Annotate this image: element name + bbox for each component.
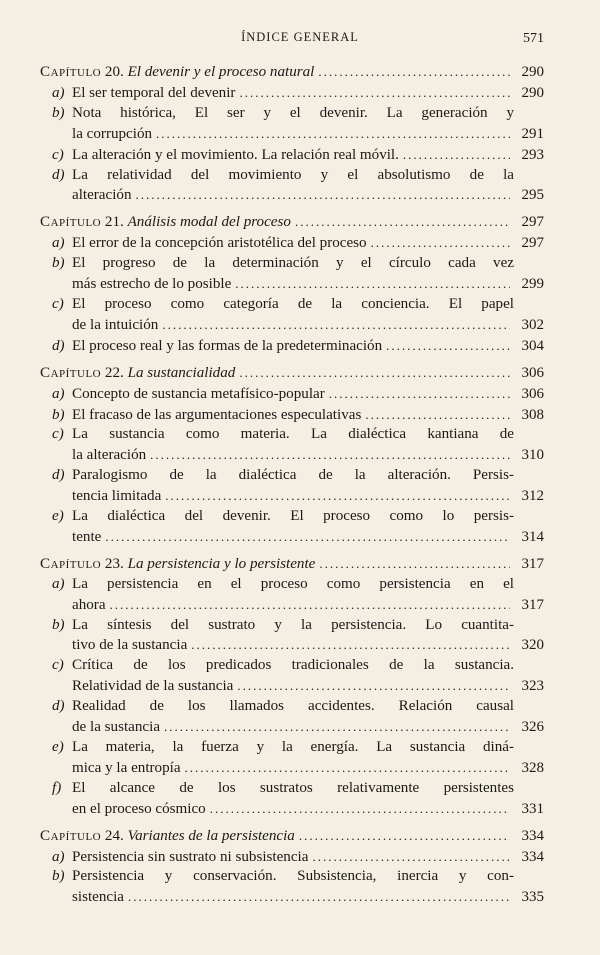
dot-leader [239,83,510,103]
section-title-line: Persistencia y conservación. Subsistencia, inercia y con- [72,868,514,885]
section-letter: e) [52,739,64,755]
dot-leader [237,676,510,696]
chapter-number: 22. [104,364,124,381]
chapter-label: Capítulo [40,364,102,381]
section-entry-continuation [40,185,544,206]
section-title-line: La síntesis del sustrato y la persistencia. Lo cuantita- [72,616,514,633]
dot-leader [110,595,510,615]
section-title-line: la corrupción [72,125,153,142]
chapter-number: 20. [104,64,124,80]
section-entry[interactable] [40,779,544,799]
section-page-number: 334 [521,848,544,865]
chapter-entry [40,212,544,356]
chapter-label: Capítulo [40,64,102,80]
dot-leader [299,826,510,846]
dot-leader [165,486,510,506]
section-title-line: Nota histórica, El ser y el devenir. La generación y [72,104,514,121]
section-entry[interactable] [40,295,544,315]
section-title-line: Paralogismo de la dialéctica de la alteración. Persis- [72,467,514,484]
chapter-title: Análisis modal del proceso [127,214,291,231]
section-entry[interactable] [40,507,544,527]
section-entry[interactable] [40,616,544,636]
chapter-heading-text [40,827,295,847]
section-title-line: El proceso como categoría de la conciencia. El papel [72,295,514,312]
chapter-title: Variantes de la persistencia [127,827,295,844]
section-letter: d) [52,166,65,183]
chapter-heading[interactable] [40,363,544,384]
dot-leader [185,758,510,778]
section-title-line: El fracaso de las argumentaciones especulativas [72,406,362,423]
section-title-line: Realidad de los llamados accidentes. Relación causal [72,698,514,715]
section-entry[interactable] [40,104,544,124]
section-entry-continuation [40,274,544,295]
section-title-line: más estrecho de lo posible [72,276,232,293]
section-page-number: 335 [521,889,544,906]
section-title-line: la alteración [72,447,147,464]
section-entry-continuation [40,527,544,548]
section-page-number: 302 [521,316,544,333]
section-letter: a) [52,84,65,101]
section-title-line: Concepto de sustancia metafísico-popular [72,385,325,402]
dot-leader [105,527,510,547]
section-entry[interactable] [40,575,544,595]
section-entry-continuation [40,676,544,697]
dot-leader [235,274,510,294]
chapter-page-number: 317 [521,555,544,572]
dot-leader [239,363,510,383]
section-entry[interactable] [40,405,544,426]
section-title-line: La alteración y el movimiento. La relación real móvil. [72,146,399,163]
section-page-number: 326 [521,719,544,736]
chapter-title: El devenir y el proceso natural [127,64,315,80]
section-title-line: El alcance de los sustratos relativamente persistentes [72,779,514,796]
chapter-entry [40,554,544,820]
chapter-heading-text [40,555,315,575]
running-head [0,28,600,48]
chapter-page-number: 306 [521,364,544,381]
section-entry[interactable] [40,867,544,887]
dot-leader [386,336,510,356]
running-head-title: ÍNDICE GENERAL [241,30,359,44]
section-letter: b) [52,616,65,633]
table-of-contents [40,62,544,914]
chapter-heading[interactable] [40,554,544,575]
section-entry-continuation [40,635,544,656]
section-letter: c) [52,295,64,312]
dot-leader [128,887,510,907]
section-entry-continuation [40,887,544,908]
section-title-line: La materia, la fuerza y la energía. La sustancia diná- [72,739,514,755]
section-entry[interactable] [40,233,544,254]
section-entry[interactable] [40,254,544,274]
dot-leader [150,445,510,465]
chapter-entry [40,363,544,548]
chapter-number: 21. [104,214,124,231]
section-title-line: de la sustancia [72,719,161,736]
chapter-page-number: 290 [521,64,544,80]
chapter-heading-text [40,63,314,83]
section-title-line: El error de la concepción aristotélica del proceso [72,235,367,252]
chapter-number: 23. [104,555,124,572]
section-title-line: en el proceso cósmico [72,800,206,817]
section-letter: b) [52,406,65,423]
section-title-line: alteración [72,187,132,204]
section-letter: d) [52,337,65,354]
section-page-number: 328 [521,759,544,776]
dot-leader [403,145,510,165]
section-page-number: 310 [521,447,544,464]
section-page-number: 290 [521,84,544,101]
chapter-title: La sustancialidad [127,364,236,381]
section-page-number: 323 [521,678,544,695]
section-entry[interactable] [40,336,544,357]
section-letter: f) [52,779,62,796]
section-entry-continuation [40,315,544,336]
dot-leader [164,717,510,737]
section-title-line: El progreso de la determinación y el círculo cada vez [72,255,514,272]
dot-leader [312,847,510,867]
section-title-line: Crítica de los predicados tradicionales de la sustancia. [72,657,514,674]
section-title-line: mica y la entropía [72,759,181,776]
section-title-line: La relatividad del movimiento y el absolutismo de la [72,166,514,183]
section-title-line: La persistencia en el proceso como persistencia en el [72,575,514,592]
section-letter: d) [52,698,65,715]
section-letter: c) [52,657,64,674]
section-page-number: 297 [521,235,544,252]
section-entry[interactable] [40,738,544,758]
chapter-label: Capítulo [40,555,102,572]
dot-leader [365,405,510,425]
chapter-entry [40,62,544,206]
section-entry[interactable] [40,847,544,868]
dot-leader [319,554,510,574]
chapter-number: 24. [104,827,124,844]
dot-leader [162,315,510,335]
section-letter: c) [52,146,64,163]
dot-leader [136,185,511,205]
section-title-line: La dialéctica del devenir. El proceso como lo persis- [72,508,514,525]
section-title-line: Persistencia sin sustrato ni subsistencia [72,848,309,865]
chapter-label: Capítulo [40,827,102,844]
chapter-heading[interactable] [40,826,544,847]
dot-leader [191,635,510,655]
section-title-line: ahora [72,596,106,613]
section-page-number: 304 [521,337,544,354]
chapter-page-number: 297 [521,214,544,231]
section-entry-continuation [40,595,544,616]
chapter-heading[interactable] [40,212,544,233]
section-entry-continuation [40,799,544,820]
dot-leader [371,233,510,253]
section-title-line: Relatividad de la sustancia [72,678,234,695]
section-page-number: 317 [521,596,544,613]
section-entry[interactable] [40,83,544,104]
section-page-number: 308 [521,406,544,423]
section-page-number: 291 [521,125,544,142]
section-entry-continuation [40,717,544,738]
section-letter: a) [52,575,65,592]
section-letter: d) [52,467,65,484]
section-page-number: 320 [521,637,544,654]
section-letter: a) [52,235,65,252]
chapter-heading-text [40,213,291,233]
section-letter: b) [52,104,65,121]
dot-leader [329,384,510,404]
section-title-line: sistencia [72,889,124,906]
chapter-heading-text [40,364,235,384]
section-title-line: tente [72,528,102,545]
section-title-line: El proceso real y las formas de la predeterminación [72,337,383,354]
chapter-title: La persistencia y lo persistente [127,555,316,572]
section-entry-continuation [40,486,544,507]
dot-leader [295,212,510,232]
chapter-page-number: 334 [521,827,544,844]
section-title-line: tivo de la sustancia [72,637,188,654]
section-entry-continuation [40,445,544,466]
section-entry[interactable] [40,166,544,186]
section-letter: a) [52,385,65,402]
section-page-number: 299 [521,276,544,293]
section-entry-continuation [40,124,544,145]
dot-leader [156,124,510,144]
section-entry[interactable] [40,656,544,676]
chapter-heading[interactable] [40,62,544,83]
page-number: 571 [523,31,544,46]
section-entry[interactable] [40,697,544,717]
dot-leader [318,62,510,82]
section-title-line: tencia limitada [72,488,162,505]
section-page-number: 331 [521,800,544,817]
section-page-number: 306 [521,385,544,402]
section-entry[interactable] [40,466,544,486]
section-page-number: 314 [521,528,544,545]
chapter-label: Capítulo [40,214,102,231]
section-entry[interactable] [40,145,544,166]
section-entry[interactable] [40,384,544,405]
section-page-number: 312 [521,488,544,505]
section-title-line: El ser temporal del devenir [72,84,236,101]
chapter-entry [40,826,544,909]
section-letter: e) [52,508,64,525]
section-letter: b) [52,868,65,885]
dot-leader [210,799,510,819]
section-page-number: 293 [521,146,544,163]
section-letter: b) [52,255,65,272]
section-entry-continuation [40,758,544,779]
section-letter: a) [52,848,65,865]
section-title-line: de la intuición [72,316,159,333]
section-page-number: 295 [521,187,544,204]
section-letter: c) [52,426,64,443]
section-entry[interactable] [40,425,544,445]
section-title-line: La sustancia como materia. La dialéctica kantiana de [72,426,514,443]
